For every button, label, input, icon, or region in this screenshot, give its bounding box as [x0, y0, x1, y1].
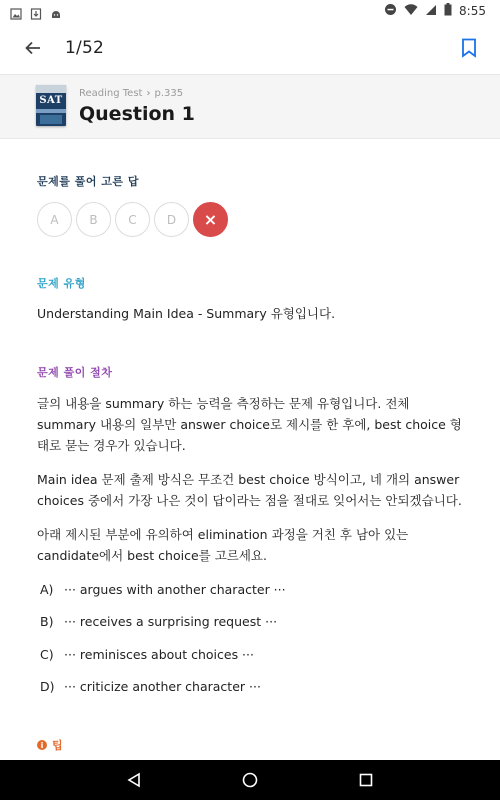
system-nav-bar: [0, 760, 500, 800]
choice-a[interactable]: A: [37, 202, 72, 237]
answer-section-label: 문제를 풀어 고른 답: [37, 175, 139, 188]
app-bar: [0, 22, 500, 75]
back-button[interactable]: [18, 33, 48, 63]
info-icon: i: [37, 740, 47, 750]
wrong-answer-icon: ×: [193, 202, 228, 237]
type-section-label: 문제 유형: [37, 277, 86, 290]
clock: 8:55: [459, 4, 486, 18]
choice-c[interactable]: C: [115, 202, 150, 237]
book-cover: [36, 85, 66, 126]
status-bar: [0, 0, 500, 22]
procedure-section-label: 문제 풀이 절차: [37, 366, 113, 379]
tip-label: 팁: [52, 739, 63, 752]
arrow-back-icon: [24, 39, 42, 57]
battery-icon: [444, 3, 452, 19]
book-cover-title: SAT: [39, 95, 63, 106]
nav-back-button[interactable]: [122, 768, 146, 792]
nav-back-icon: [126, 772, 142, 788]
tip-section: [37, 737, 63, 753]
question-counter: 1/52: [65, 38, 104, 58]
choice-b[interactable]: B: [76, 202, 111, 237]
bookmark-icon: [461, 38, 477, 58]
option-a: [40, 582, 286, 597]
procedure-paragraph-1: 글의 내용을 summary 하는 능력을 측정하는 문제 유형입니다. 전체 summary 내용의 일부만 answer choice로 제시를 한 후에, best choice 형태로 묻는 경우가 있습니다.: [37, 396, 462, 453]
option-letter: D): [40, 679, 55, 694]
signal-icon: [425, 4, 437, 19]
nav-recents-icon: [359, 773, 373, 787]
option-text: ··· reminisces about choices ···: [64, 647, 254, 662]
option-letter: A): [40, 582, 54, 597]
do-not-disturb-icon: [384, 3, 397, 19]
bookmark-button[interactable]: [454, 33, 484, 63]
procedure-paragraph-3: 아래 제시된 부분에 유의하여 elimination 과정을 거친 후 남아 있는 candidate에서 best choice를 고르세요.: [37, 527, 409, 563]
choice-d[interactable]: D: [154, 202, 189, 237]
download-icon: [30, 5, 42, 17]
breadcrumb-page: p.335: [154, 88, 184, 99]
option-letter: B): [40, 614, 54, 629]
wifi-icon: [404, 4, 418, 19]
procedure-paragraph-2: Main idea 문제 출제 방식은 무조건 best choice 방식이고, 네 개의 answer choices 중에서 가장 나은 것이 답이라는 점을 절대로 잊어서는 안되겠습니다.: [37, 472, 462, 508]
option-b: [40, 614, 277, 629]
question-title: Question 1: [79, 103, 195, 125]
answer-choices: [37, 202, 228, 237]
android-icon: [50, 5, 62, 17]
question-header: [0, 75, 500, 139]
nav-home-icon: [242, 772, 258, 788]
breadcrumb: [79, 88, 183, 99]
option-c: [40, 647, 254, 662]
type-text: Understanding Main Idea - Summary 유형입니다.: [37, 306, 336, 321]
chevron-right-icon: ›: [146, 88, 151, 99]
nav-recents-button[interactable]: [354, 768, 378, 792]
option-letter: C): [40, 647, 54, 662]
image-icon: [10, 5, 22, 17]
nav-home-button[interactable]: [238, 768, 262, 792]
option-d: [40, 679, 261, 694]
option-text: ··· criticize another character ···: [64, 679, 261, 694]
breadcrumb-section: Reading Test: [79, 88, 143, 99]
option-text: ··· receives a surprising request ···: [64, 614, 278, 629]
option-text: ··· argues with another character ···: [64, 582, 286, 597]
